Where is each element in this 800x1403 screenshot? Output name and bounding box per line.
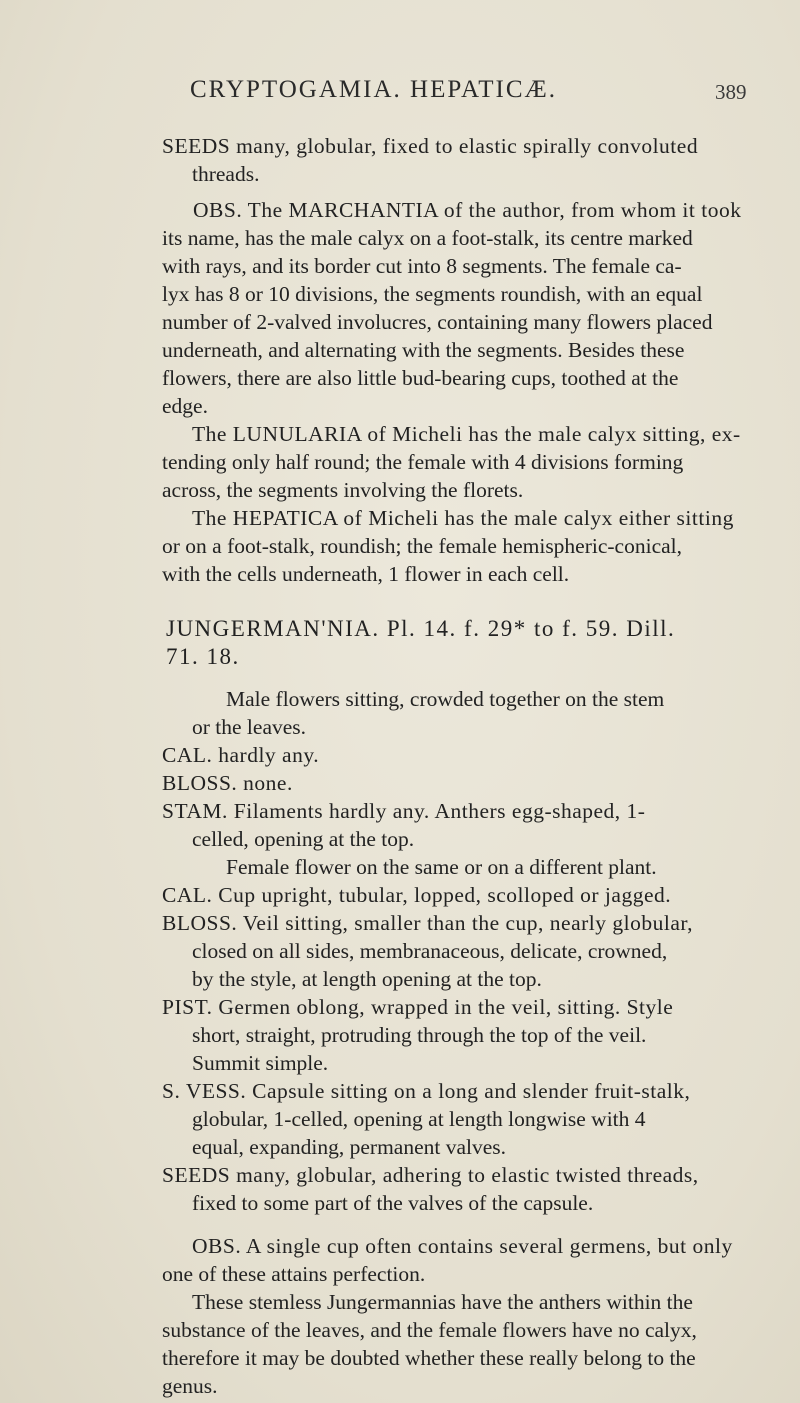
text-line: The HEPATICA of Micheli has the male calyx either sitting xyxy=(192,506,734,531)
page-number: 389 xyxy=(715,80,747,104)
text-line: threads. xyxy=(192,162,260,187)
text-line: genus. xyxy=(162,1374,218,1398)
text-line: flowers, there are also little bud-bearing cups, toothed at the xyxy=(162,365,679,390)
text-line: by the style, at length opening at the top. xyxy=(192,967,542,992)
text-line: therefore it may be doubted whether these really belong to the xyxy=(162,1345,696,1370)
text-line: across, the segments involving the florets. xyxy=(162,478,524,503)
text-line: These stemless Jungermannias have the anthers within the xyxy=(192,1289,693,1314)
text-line: underneath, and alternating with the segments. Besides these xyxy=(162,337,685,362)
text-line: S. VESS. Capsule sitting on a long and slender fruit-stalk, xyxy=(162,1079,691,1104)
text-line: CAL. Cup upright, tubular, lopped, scolloped or jagged. xyxy=(162,883,672,908)
running-title: CRYPTOGAMIA. HEPATICÆ. xyxy=(190,76,557,103)
text-line: fixed to some part of the valves of the capsule. xyxy=(192,1191,594,1216)
text-line: with the cells underneath, 1 flower in each cell. xyxy=(162,562,570,587)
text-line: 71. 18. xyxy=(166,644,240,670)
text-line: edge. xyxy=(162,393,208,418)
text-line: celled, opening at the top. xyxy=(192,826,415,851)
text-line: OBS. A single cup often contains several germens, but only xyxy=(192,1233,733,1258)
text-line: or on a foot-stalk, roundish; the female hemispheric-conical, xyxy=(162,534,683,559)
text-line: Female flower on the same or on a different plant. xyxy=(226,854,657,879)
text-line: PIST. Germen oblong, wrapped in the veil, sitting. Style xyxy=(162,995,674,1020)
text-line: substance of the leaves, and the female flowers have no calyx, xyxy=(162,1317,697,1342)
text-line: one of these attains perfection. xyxy=(162,1261,426,1286)
text-line: with rays, and its border cut into 8 segments. The female ca- xyxy=(162,253,682,278)
text-line: BLOSS. Veil sitting, smaller than the cup, nearly globular, xyxy=(162,911,694,936)
text-line: CAL. hardly any. xyxy=(162,742,320,767)
text-line: SEEDS many, globular, adhering to elastic twisted threads, xyxy=(162,1163,699,1188)
text-line: equal, expanding, permanent valves. xyxy=(192,1135,507,1160)
text-line: its name, has the male calyx on a foot-stalk, its centre marked xyxy=(162,225,693,250)
text-line: short, straight, protruding through the top of the veil. xyxy=(192,1023,647,1048)
genus-heading: JUNGERMAN'NIA. Pl. 14. f. 29* to f. 59. Dill. xyxy=(166,616,676,642)
text-line: Summit simple. xyxy=(192,1051,329,1076)
text-line: SEEDS many, globular, fixed to elastic spirally convoluted xyxy=(162,134,699,158)
text-line: or the leaves. xyxy=(192,714,307,739)
text-line: The LUNULARIA of Micheli has the male calyx sitting, ex- xyxy=(192,422,741,446)
text-line: globular, 1-celled, opening at length longwise with 4 xyxy=(192,1107,646,1132)
text-line: tending only half round; the female with 4 divisions forming xyxy=(162,450,684,475)
text-line: closed on all sides, membranaceous, delicate, crowned, xyxy=(192,939,668,964)
page-header xyxy=(0,76,800,116)
text-line: lyx has 8 or 10 divisions, the segments roundish, with an equal xyxy=(162,281,703,306)
text-line: BLOSS. none. xyxy=(162,770,293,795)
text-line: OBS. The MARCHANTIA of the author, from whom it took xyxy=(193,197,742,222)
text-line: Male flowers sitting, crowded together on the stem xyxy=(226,686,665,711)
text-line: STAM. Filaments hardly any. Anthers egg-shaped, 1- xyxy=(162,798,646,823)
text-line: number of 2-valved involucres, containing many flowers placed xyxy=(162,309,713,334)
